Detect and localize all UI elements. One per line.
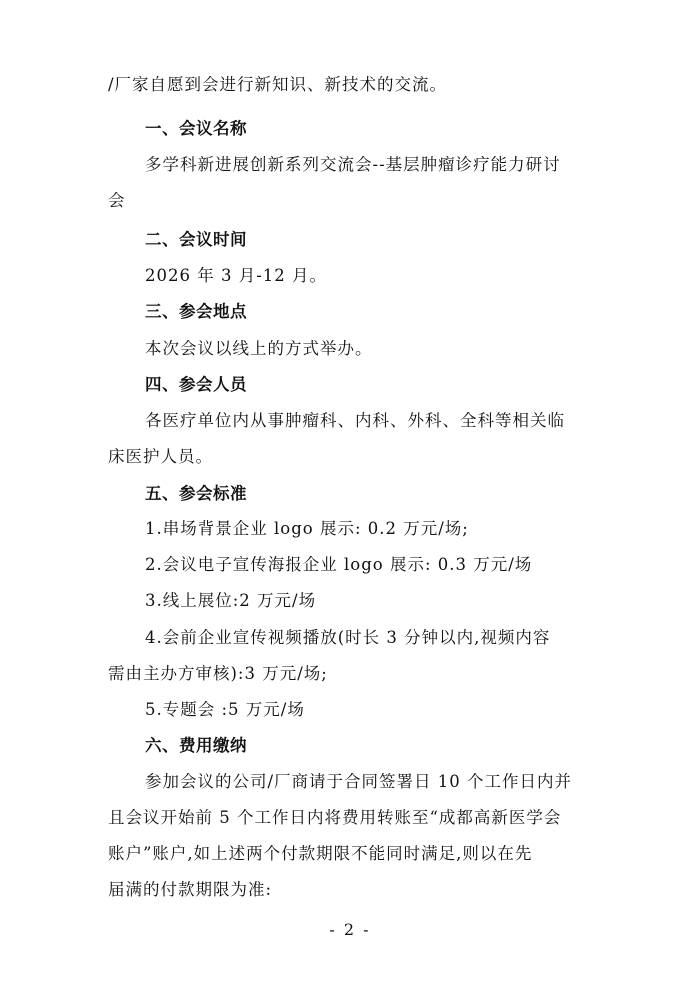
section-heading-4: 四、参会人员 [145, 375, 247, 394]
standard-item-1: 1.串场背景企业 logo 展示: 0.2 万元/场; [145, 519, 469, 538]
meeting-time: 2026 年 3 月-12 月。 [145, 266, 328, 285]
meeting-name-line-1: 多学科新进展创新系列交流会--基层肿瘤诊疗能力研讨 [145, 155, 561, 174]
standard-item-4-line-2: 需由主办方审核):3 万元/场; [108, 664, 328, 683]
section-heading-5: 五、参会标准 [145, 484, 247, 503]
payment-line-3: 账户”账户,如上述两个付款期限不能同时满足,则以在先 [108, 844, 533, 863]
payment-line-2: 且会议开始前 5 个工作日内将费用转账至“成都高新医学会 [108, 808, 562, 827]
standard-item-2: 2.会议电子宣传海报企业 logo 展示: 0.3 万元/场 [145, 555, 533, 574]
section-heading-2: 二、会议时间 [145, 230, 247, 249]
standard-item-5: 5.专题会 :5 万元/场 [145, 700, 305, 719]
payment-line-4: 届满的付款期限为准: [108, 880, 273, 899]
attendees-line-1: 各医疗单位内从事肿瘤科、内科、外科、全科等相关临 [145, 411, 565, 430]
meeting-location: 本次会议以线上的方式举办。 [145, 339, 373, 358]
attendees-line-2: 床医护人员。 [108, 447, 213, 466]
standard-item-4-line-1: 4.会前企业宣传视频播放(时长 3 分钟以内,视频内容 [145, 628, 551, 647]
section-heading-6: 六、费用缴纳 [145, 736, 247, 755]
section-heading-3: 三、参会地点 [145, 302, 247, 321]
continuation-text: /厂家自愿到会进行新知识、新技术的交流。 [108, 75, 448, 94]
page-number: - 2 - [329, 920, 371, 939]
section-heading-1: 一、会议名称 [145, 119, 247, 138]
payment-line-1: 参加会议的公司/厂商请于合同签署日 10 个工作日内并 [145, 772, 573, 791]
meeting-name-line-2: 会 [108, 191, 126, 210]
standard-item-3: 3.线上展位:2 万元/场 [145, 591, 317, 610]
